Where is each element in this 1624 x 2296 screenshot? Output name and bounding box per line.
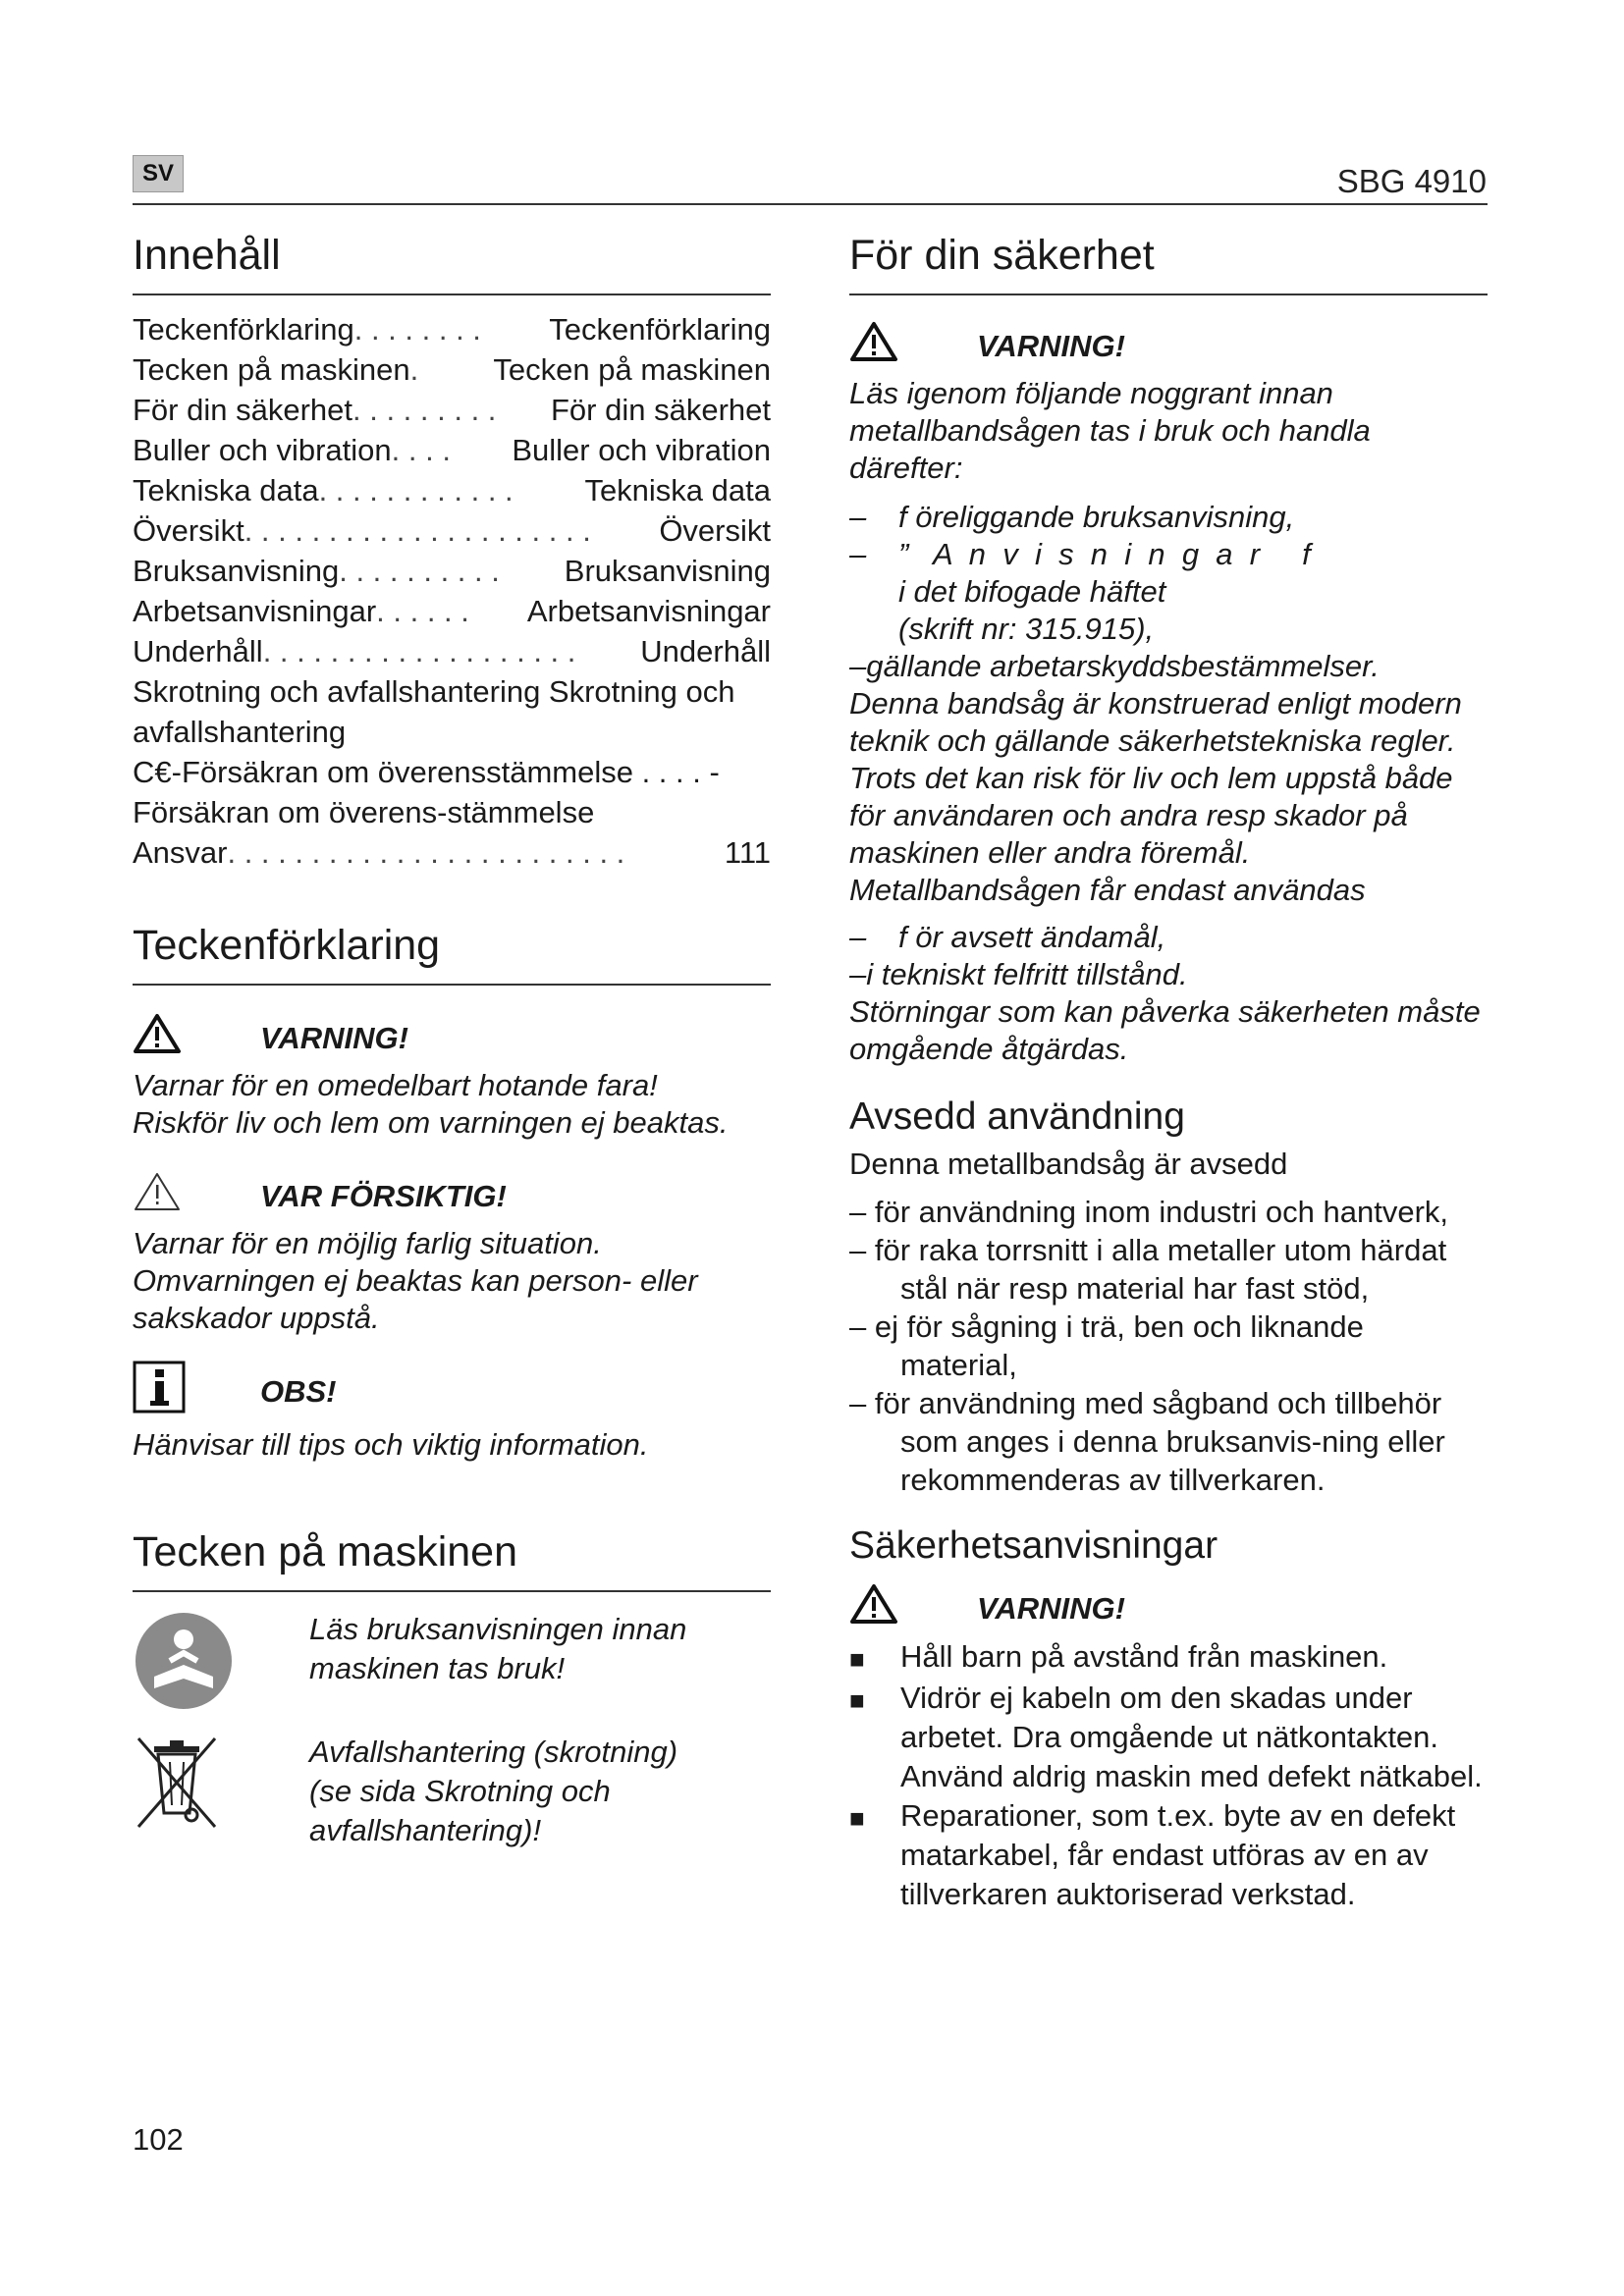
caution-label: VAR FÖRSIKTIG!	[260, 1178, 507, 1213]
list-item: ■ Reparationer, som t.ex. byte av en defekt matarkabel, får endast utföras av en av tillverkaren auktoriserad verkstad.	[849, 1796, 1488, 1914]
list-item: ■ Vidrör ej kabeln om den skadas under arbetet. Dra omgående ut nätkontakten. Använd aldrig maskin med defekt nätkabel.	[849, 1679, 1488, 1796]
toc-entry[interactable]: För din säkerhet . . . . . . . . . För din säkerhet	[133, 393, 771, 427]
warning-triangle-icon	[849, 1583, 977, 1633]
safety-paragraph: Störningar som kan påverka säkerheten måste omgående åtgärdas.	[849, 994, 1481, 1066]
warning-triangle-icon	[849, 321, 977, 371]
toc-entry[interactable]: Skrotning och avfallshantering Skrotning och avfallshantering	[133, 674, 735, 749]
toc-entry[interactable]: Ansvar . . . . . . . . . . . . . . . . . . . . . . . . 111	[133, 835, 771, 870]
intended-use-list	[849, 1145, 1488, 1499]
warning-label: VARNING!	[260, 1020, 408, 1055]
safety-warning	[849, 321, 1488, 1068]
caution-legend	[133, 1171, 771, 1337]
toc-entry[interactable]: Teckenförklaring . . . . . . . . Teckenförklaring	[133, 312, 771, 347]
disposal-text: Avfallshantering (skrotning) (se sida Skrotning och avfallshantering)!	[309, 1735, 678, 1847]
safety-instructions-warning	[849, 1583, 1488, 1633]
machine-symbols-title: Tecken på maskinen	[133, 1521, 771, 1592]
list-item-cont: (skrift nr: 315.915),	[898, 612, 1155, 646]
note-legend	[133, 1361, 771, 1464]
list-item: –i tekniskt felfritt tillstånd.	[849, 957, 1188, 991]
note-text: Hänvisar till tips och viktig information.	[133, 1427, 649, 1462]
toc-entry[interactable]: Buller och vibration . . . . Buller och vibration	[133, 433, 771, 467]
toc-entry[interactable]: Översikt . . . . . . . . . . . . . . . . . . . . . Översikt	[133, 513, 771, 548]
safety-paragraph: Metallbandsågen får endast användas	[849, 873, 1366, 907]
bullet-icon: ■	[849, 1644, 865, 1674]
bullet-icon: ■	[849, 1685, 865, 1715]
toc-entry[interactable]: Underhåll . . . . . . . . . . . . . . . . . . . Underhåll	[133, 634, 771, 668]
warning-label: VARNING!	[977, 1590, 1125, 1626]
left-column	[133, 224, 771, 1850]
intended-use-title: Avsedd användning	[849, 1095, 1185, 1138]
list-item: – för användning med sågband och tillbehör som anges i denna bruksanvis-ning eller rekommenderas av tillverkaren.	[849, 1386, 1445, 1497]
table-of-contents	[133, 309, 771, 873]
disposal-symbol-row	[133, 1733, 771, 1850]
warning-triangle-icon	[133, 1013, 260, 1063]
legend-title: Teckenförklaring	[133, 914, 771, 986]
toc-entry[interactable]: C€-Försäkran om överensstämmelse . . . . - Försäkran om överens-stämmelse	[133, 755, 720, 829]
info-icon	[133, 1361, 260, 1422]
toc-title: Innehåll	[133, 224, 771, 295]
page-number: 102	[133, 2122, 184, 2157]
toc-entry[interactable]: Bruksanvisning . . . . . . . . . . Bruksanvisning	[133, 554, 771, 588]
safety-intro: Läs igenom följande noggrant innan metallbandsågen tas i bruk och handla därefter:	[849, 376, 1371, 485]
right-column	[849, 224, 1488, 1914]
bullet-icon: ■	[849, 1803, 865, 1833]
safety-title: För din säkerhet	[849, 224, 1488, 295]
toc-entry[interactable]: Tekniska data . . . . . . . . . . . . Tekniska data	[133, 473, 771, 507]
caution-triangle-icon	[133, 1171, 260, 1221]
crossed-bin-icon	[133, 1733, 309, 1850]
list-item: ■ Håll barn på avstånd från maskinen.	[849, 1637, 1488, 1679]
list-item: – för användning inom industri och hantverk,	[849, 1195, 1449, 1229]
list-item: – f öreliggande bruksanvisning,	[849, 500, 1295, 534]
read-manual-symbol-row	[133, 1610, 771, 1717]
warning-text: Varnar för en omedelbart hotande fara!	[133, 1068, 658, 1102]
toc-entry[interactable]: Arbetsanvisningar . . . . . . Arbetsanvisningar	[133, 594, 771, 628]
note-label: OBS!	[260, 1373, 337, 1409]
toc-entry[interactable]: Tecken på maskinen . Tecken på maskinen	[133, 352, 771, 387]
caution-text: Omvarningen ej beaktas kan person- eller sakskador uppstå.	[133, 1263, 698, 1335]
list-item: – f ör avsett ändamål,	[849, 920, 1166, 954]
list-item-cont: i det bifogade häftet	[898, 574, 1166, 609]
list-item: – ” A n v i s n i n g a r f	[849, 537, 1311, 571]
warning-text: Riskför liv och lem om varningen ej beaktas.	[133, 1105, 729, 1140]
language-badge: SV	[133, 155, 184, 192]
warning-label: VARNING!	[977, 328, 1125, 363]
read-manual-icon	[133, 1610, 309, 1717]
list-item: – för raka torrsnitt i alla metaller utom härdat stål när resp material har fast stöd,	[849, 1233, 1447, 1306]
list-item: – ej för sågning i trä, ben och liknande material,	[849, 1309, 1364, 1382]
warning-legend	[133, 1013, 771, 1142]
read-manual-text: Läs bruksanvisningen innan maskinen tas bruk!	[309, 1612, 687, 1685]
header-rule	[133, 203, 1488, 205]
caution-text: Varnar för en möjlig farlig situation.	[133, 1226, 602, 1260]
ce-mark: C€	[133, 755, 172, 789]
safety-instructions-title: Säkerhetsanvisningar	[849, 1524, 1218, 1567]
list-item: –gällande arbetarskyddsbestämmelser.	[849, 649, 1380, 683]
safety-paragraph: Denna bandsåg är konstruerad enligt modern teknik och gällande säkerhetstekniska regler. Trots det kan risk för liv och lem uppstå både för användaren och andra resp skador på maskinen eller andra föremål.	[849, 686, 1462, 870]
model-number: SBG 4910	[1336, 163, 1487, 199]
intended-use-intro: Denna metallbandsåg är avsedd	[849, 1147, 1288, 1181]
